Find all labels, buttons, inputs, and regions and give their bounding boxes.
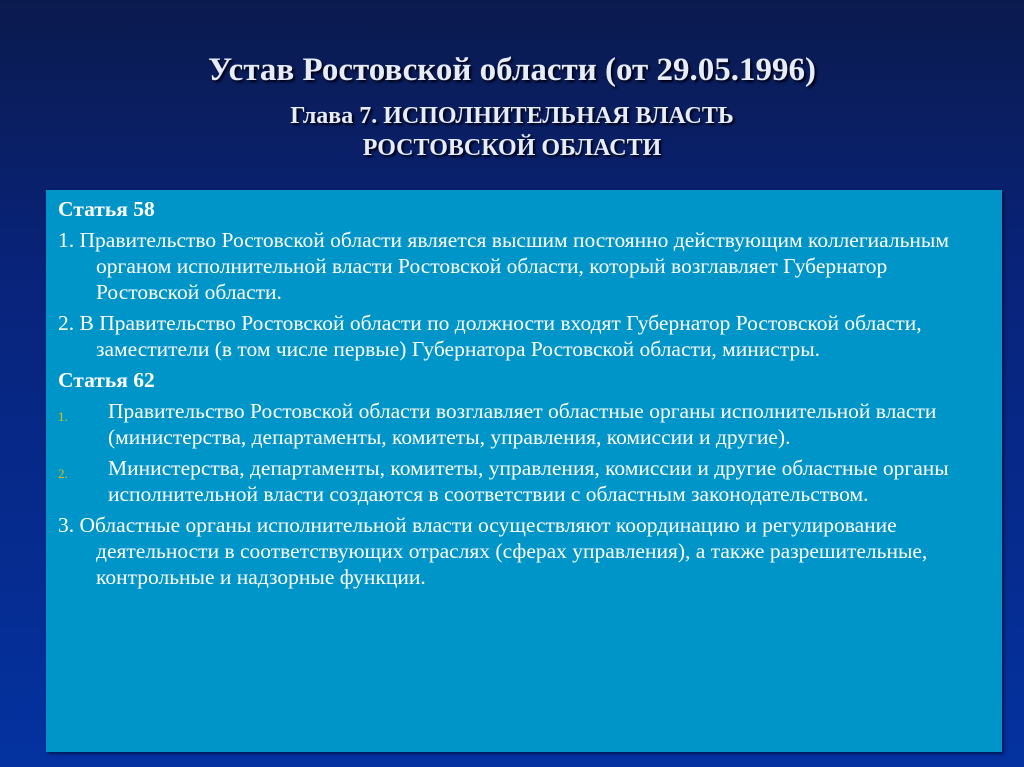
article-58-p2: 2. В Правительство Ростовской области по должности входят Губернатор Ростовской области, заместители (в том числе первые) Губернатора Ростовской области, министры. — [58, 311, 922, 361]
article-58-heading: Статья 58 — [58, 197, 155, 221]
slide-subtitle — [0, 100, 1024, 164]
list-number: 2. — [58, 466, 68, 481]
article-62-p3: 3. Областные органы исполнительной власти осуществляют координацию и регулирование деятельности в соответствующих отраслях (сферах управления), а также разрешительные, контрольные и надзорные функции. — [58, 513, 928, 589]
article-58-p1: 1. Правительство Ростовской области является высшим постоянно действующим коллегиальным органом исполнительной власти Ростовской области, который возглавляет Губернатор Ростовской области. — [58, 228, 949, 304]
content-text — [58, 196, 988, 595]
list-item — [58, 455, 988, 507]
article-62-heading: Статья 62 — [58, 368, 155, 392]
chapter-title: Глава 7. ИСПОЛНИТЕЛЬНАЯ ВЛАСТЬ — [290, 103, 734, 129]
list-item — [58, 398, 988, 450]
list-text: Министерства, департаменты, комитеты, управления, комиссии и другие областные органы исполнительной власти создаются в соответствии с областным законодательством. — [108, 456, 949, 506]
content-box — [46, 190, 1002, 752]
list-text: Правительство Ростовской области возглавляет областные органы исполнительной власти (министерства, департаменты, комитеты, управления, комиссии и другие). — [108, 399, 937, 449]
slide-title: Устав Ростовской области (от 29.05.1996) — [208, 52, 816, 88]
list-number: 1. — [58, 409, 68, 424]
chapter-title-cont: РОСТОВСКОЙ ОБЛАСТИ — [362, 135, 662, 161]
